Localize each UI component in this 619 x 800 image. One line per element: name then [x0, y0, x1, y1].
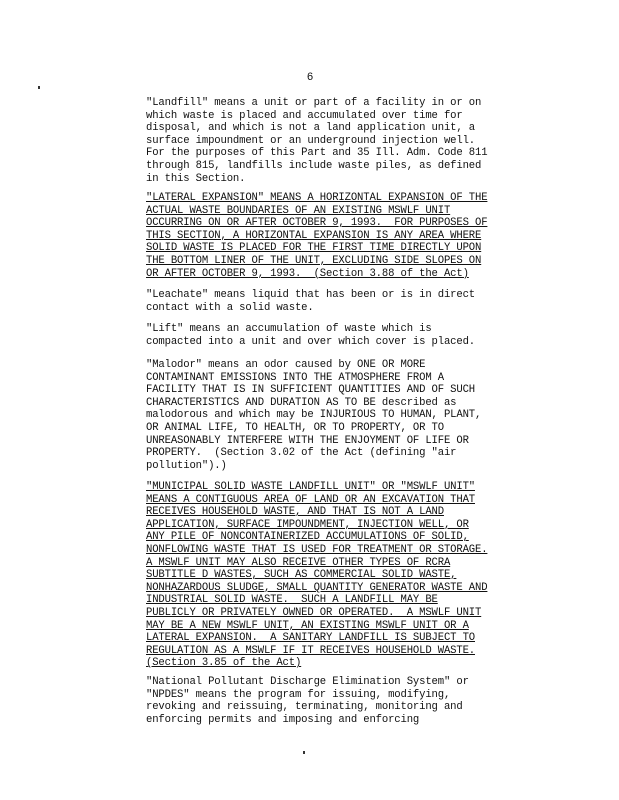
- text-line: through 815, landfills include waste piles, as defined: [146, 159, 482, 172]
- text-line: SOLID WASTE IS PLACED FOR THE FIRST TIME DIRECTLY UPON: [146, 242, 482, 255]
- text-line: UNREASONABLY INTERFERE WITH THE ENJOYMENT OF LIFE OR: [146, 434, 469, 447]
- paragraph-malodor: [146, 359, 556, 472]
- text-line: PROPERTY. (Section 3.02 of the Act (defining "air: [146, 447, 457, 460]
- text-line: surface impoundment or an underground injection well.: [146, 134, 475, 147]
- text-line: "Leachate" means liquid that has been or is in direct: [146, 289, 475, 301]
- text-line: OCCURRING ON OR AFTER OCTOBER 9, 1993. FOR PURPOSES OF: [146, 217, 488, 230]
- text-line: (Section 3.85 of the Act): [146, 657, 302, 670]
- paragraph-npdes: [146, 676, 556, 726]
- text-line: "MUNICIPAL SOLID WASTE LANDFILL UNIT" OR "MSWLF UNIT": [146, 481, 475, 493]
- text-line: MEANS A CONTIGUOUS AREA OF LAND OR AN EXCAVATION THAT: [146, 493, 475, 506]
- text-line: disposal, and which is not a land application unit, a: [146, 122, 475, 135]
- text-line: NONFLOWING WASTE THAT IS USED FOR TREATMENT OR STORAGE.: [146, 543, 488, 556]
- text-line: OR AFTER OCTOBER 9, 1993. (Section 3.88 of the Act): [146, 267, 469, 280]
- text-line: FACILITY THAT IS IN SUFFICIENT QUANTITIES AND OF SUCH: [146, 384, 475, 397]
- text-line: PUBLICLY OR PRIVATELY OWNED OR OPERATED. A MSWLF UNIT: [146, 606, 482, 619]
- text-line: "Lift" means an accumulation of waste which is: [146, 323, 432, 335]
- paragraph-landfill: [146, 97, 556, 185]
- text-line: A MSWLF UNIT MAY ALSO RECEIVE OTHER TYPES OF RCRA: [146, 556, 451, 569]
- text-line: LATERAL EXPANSION. A SANITARY LANDFILL IS SUBJECT TO: [146, 632, 475, 645]
- paragraph-leachate: [146, 289, 556, 314]
- text-line: "National Pollutant Discharge Elimination System" or: [146, 676, 469, 688]
- text-line: which waste is placed and accumulated over time for: [146, 109, 463, 122]
- text-line: "Malodor" means an odor caused by ONE OR MORE: [146, 359, 426, 371]
- text-line: in this Section.: [146, 172, 246, 185]
- text-line: ACTUAL WASTE BOUNDARIES OF AN EXISTING MSWLF UNIT: [146, 204, 451, 217]
- text-line: SUBTITLE D WASTES, SUCH AS COMMERCIAL SOLID WASTE,: [146, 569, 457, 582]
- text-line: INDUSTRIAL SOLID WASTE. SUCH A LANDFILL MAY BE: [146, 594, 438, 607]
- paragraph-lateral-expansion: [146, 192, 556, 280]
- text-line: MAY BE A NEW MSWLF UNIT, AN EXISTING MSWLF UNIT OR A: [146, 619, 469, 632]
- text-line: "Landfill" means a unit or part of a facility in or on: [146, 97, 482, 109]
- scan-speck: [303, 751, 305, 754]
- text-line: REGULATION AS A MSWLF IF IT RECEIVES HOUSEHOLD WASTE.: [146, 644, 475, 657]
- text-line: NONHAZARDOUS SLUDGE, SMALL QUANTITY GENERATOR WASTE AND: [146, 581, 488, 594]
- text-line: ANY PILE OF NONCONTAINERIZED ACCUMULATIONS OF SOLID,: [146, 531, 469, 544]
- text-line: APPLICATION, SURFACE IMPOUNDMENT, INJECTION WELL, OR: [146, 518, 469, 531]
- scan-speck: [38, 86, 40, 89]
- text-line: CHARACTERISTICS AND DURATION AS TO BE described as: [146, 396, 457, 409]
- text-line: THE BOTTOM LINER OF THE UNIT, EXCLUDING SIDE SLOPES ON: [146, 254, 482, 267]
- paragraph-lift: [146, 323, 556, 348]
- page-number: 6: [306, 72, 314, 84]
- text-line: "NPDES" means the program for issuing, modifying,: [146, 688, 451, 701]
- text-line: OR ANIMAL LIFE, TO HEALTH, OR TO PROPERTY, OR TO: [146, 421, 444, 434]
- text-line: compacted into a unit and over which cover is placed.: [146, 335, 475, 348]
- text-line: contact with a solid waste.: [146, 301, 314, 314]
- text-line: revoking and reissuing, terminating, monitoring and: [146, 701, 463, 714]
- text-line: enforcing permits and imposing and enforcing: [146, 713, 420, 726]
- text-line: CONTAMINANT EMISSIONS INTO THE ATMOSPHERE FROM A: [146, 371, 444, 384]
- text-line: THIS SECTION, A HORIZONTAL EXPANSION IS ANY AREA WHERE: [146, 229, 482, 242]
- text-line: For the purposes of this Part and 35 Ill. Adm. Code 811: [146, 147, 488, 160]
- text-line: "LATERAL EXPANSION" MEANS A HORIZONTAL EXPANSION OF THE: [146, 192, 488, 204]
- paragraph-mswlf-unit: [146, 481, 556, 670]
- text-line: pollution").): [146, 459, 227, 472]
- text-line: malodorous and which may be INJURIOUS TO HUMAN, PLANT,: [146, 409, 482, 422]
- text-line: RECEIVES HOUSEHOLD WASTE, AND THAT IS NOT A LAND: [146, 506, 444, 519]
